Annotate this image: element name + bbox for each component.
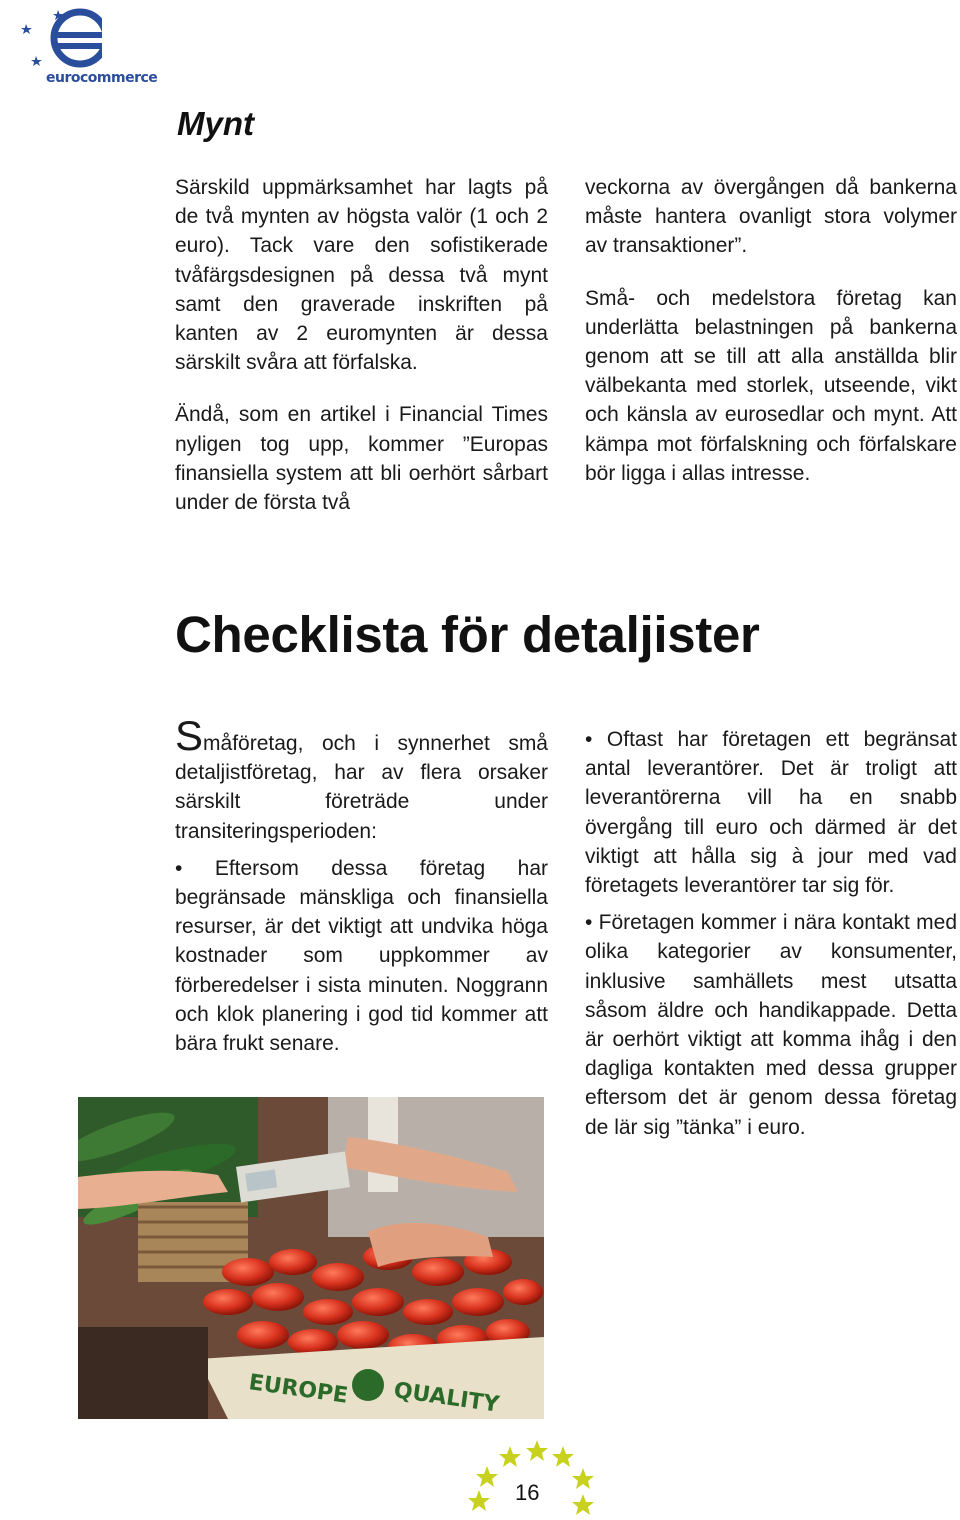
- logo-wordmark: eurocommerce: [46, 70, 158, 86]
- checklist-title: Checklista för detaljister: [175, 606, 760, 663]
- crate-label-quality: QUALITY: [392, 1378, 501, 1418]
- crate-label-europe: EUROPE: [247, 1370, 350, 1409]
- page-number: 16: [515, 1480, 540, 1505]
- column-4: [585, 725, 957, 1150]
- paragraph: Särskild uppmärksamhet har lagts på de två mynten av högsta valör (1 och 2 euro). Tack vare den sofistikerade tvåfärgsdesignen på dessa två mynt samt den graverade inskriften på kanten av 2 euromynten är dessa särskilt svåra att förfalska.: [175, 176, 548, 375]
- intro-paragraph: [175, 712, 548, 846]
- bullet-item: • Företagen kommer i nära kontakt med olika kategorier av konsumenter, inklusive samhällets mest utsatta såsom äldre och handikappade. Detta är oerhört viktigt att komma ihåg i den dagliga kontakten med dessa grupper eftersom det är genom dessa företag de lär sig ”tänka” i euro.: [585, 911, 957, 1139]
- market-photo: [78, 1097, 544, 1419]
- bullet-item: • Oftast har företagen ett begränsat antal leverantörer. Det är troligt att leverantörerna vill ha en snabb övergång till euro och därmed är det viktigt att hålla sig à jour med vad företagets leverantörer tar sig för.: [585, 728, 957, 898]
- column-1: [175, 173, 548, 540]
- drop-cap: S: [175, 712, 204, 759]
- bullet-item: • Eftersom dessa företag har begränsade mänskliga och finansiella resurser, är det viktigt att undvika höga kostnader som uppkommer av förberedelser i sista minuten. Noggrann och klok planering i god tid kommer att bära frukt senare.: [175, 856, 548, 1056]
- column-2: [585, 173, 957, 511]
- column-3: [175, 712, 548, 1066]
- section-title: Mynt: [177, 105, 254, 142]
- intro-text: måföretag, och i synnerhet små detaljistföretag, har av flera orsaker särskilt företräde under transiteringsperioden:: [175, 732, 548, 843]
- paragraph: Små- och medelstora företag kan underlätta belastningen på bankerna genom att se till att alla anställda blir välbekanta med storlek, utseende, vikt och känsla av eurosedlar och mynt. Att kämpa mot förfalskning och förfalskare bör ligga i allas intresse.: [585, 286, 957, 485]
- eurocommerce-logo: [18, 6, 158, 86]
- paragraph: veckorna av övergången då bankerna måste hantera ovanligt stora volymer av transaktioner”.: [585, 176, 957, 258]
- paragraph: Ändå, som en artikel i Financial Times nyligen tog upp, kommer ”Europas finansiella system att bli oerhört sårbart under de första två: [175, 403, 548, 515]
